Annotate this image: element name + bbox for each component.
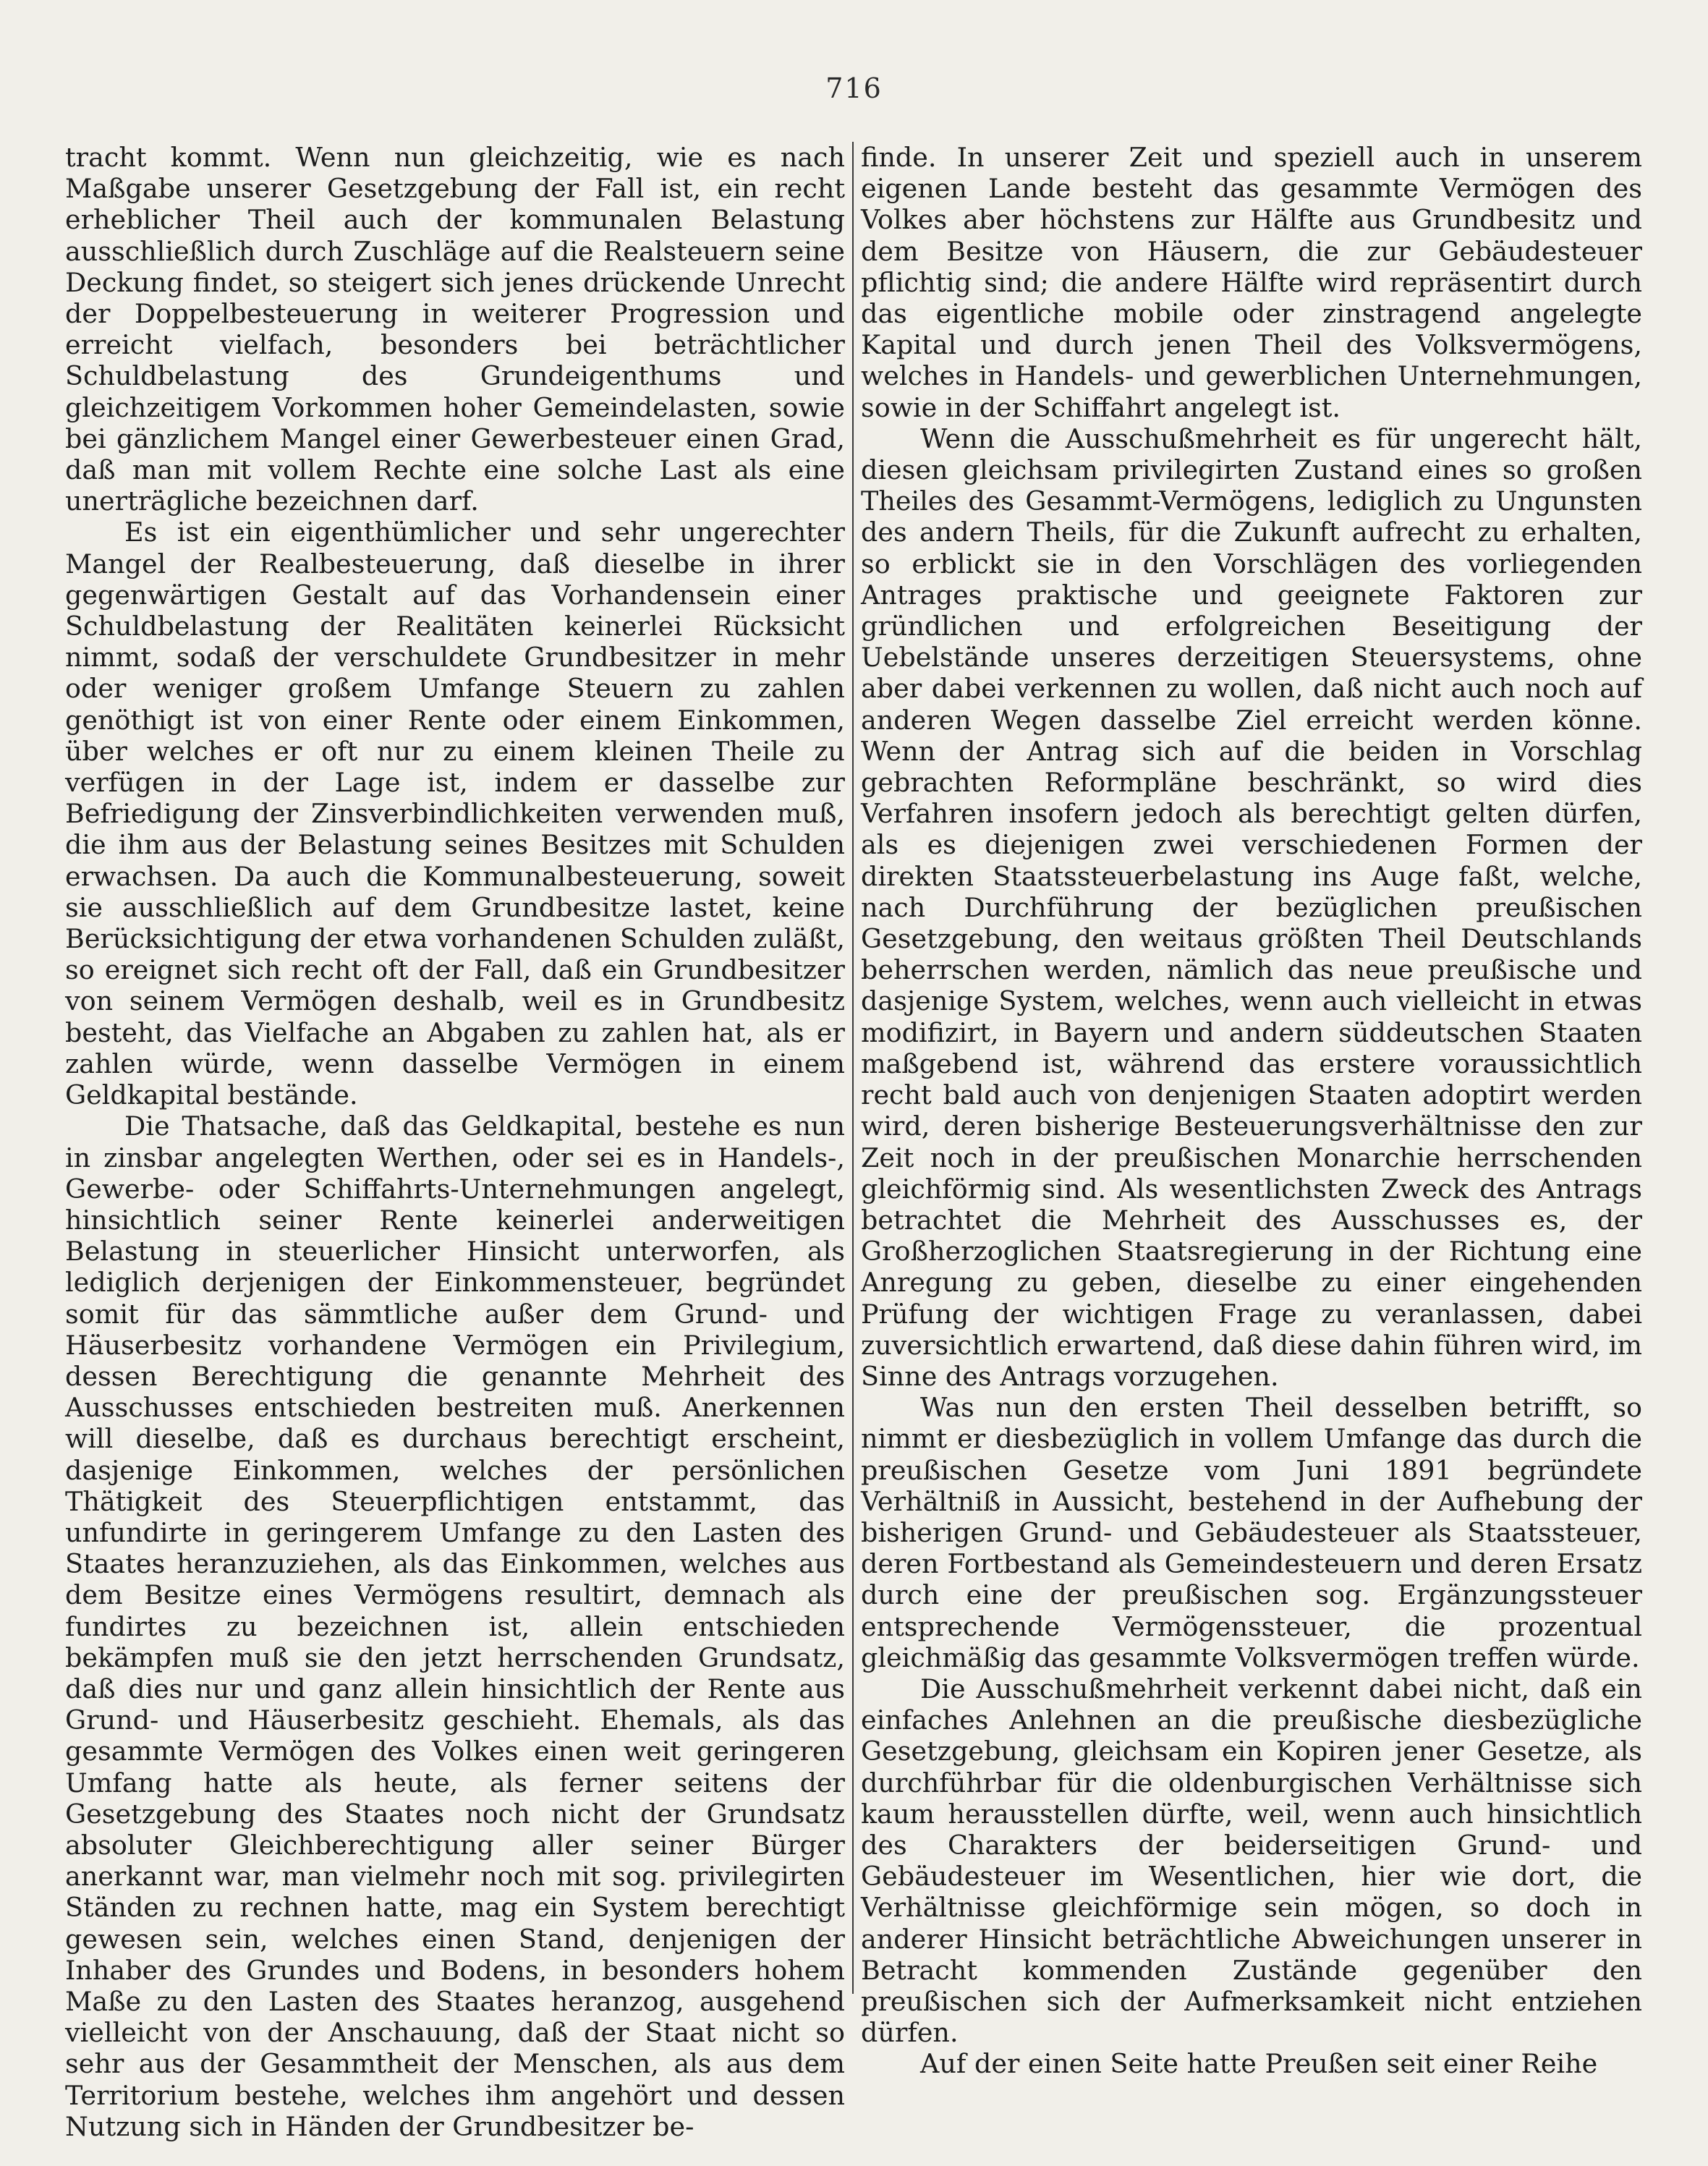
- paragraph: Die Thatsache, daß das Geldkapital, bestehe es nun in zinsbar angelegten Werthen, oder sei es in Handels-, Gewerbe- oder Schiffahrts-Unternehmungen angelegt, hinsichtlich seiner Rente keinerlei anderweitigen Belastung in steuerlicher Hinsicht unterworfen, als lediglich derjenigen der Einkommensteuer, begründet somit für das sämmtliche außer dem Grund- und Häuserbesitz vorhandene Vermögen ein Privilegium, dessen Berechtigung die genannte Mehrheit des Ausschusses entschieden bestreiten muß. Anerkennen will dieselbe, daß es durchaus berechtigt erscheint, dasjenige Einkommen, welches der persönlichen Thätigkeit des Steuerpflichtigen entstammt, das unfundirte in geringerem Umfange zu den Lasten des Staates heranzuziehen, als das Einkommen, welches aus dem Besitze eines Vermögens resultirt, demnach als fundirtes zu bezeichnen ist, allein entschieden bekämpfen muß sie den jetzt herrschenden Grundsatz, daß dies nur und ganz allein hinsichtlich der Rente aus Grund- und Häuserbesitz geschieht. Ehemals, als das gesammte Vermögen des Volkes einen weit geringeren Umfang hatte als heute, als ferner seitens der Gesetzgebung des Staates noch nicht der Grundsatz absoluter Gleichberechtigung aller seiner Bürger anerkannt war, man vielmehr noch mit sog. privilegirten Ständen zu rechnen hatte, mag ein System berechtigt gewesen sein, welches einen Stand, denjenigen der Inhaber des Grundes und Bodens, in besonders hohem Maße zu den Lasten des Staates heranzog, ausgehend vielleicht von der Anschauung, daß der Staat nicht so sehr aus der Gesammtheit der Menschen, als aus dem Territorium bestehe, welches ihm angehört und dessen Nutzung sich in Händen der Grundbesitzer be-: [65, 1110, 845, 2142]
- right-column: [861, 142, 1642, 2110]
- paragraph: Die Ausschußmehrheit verkennt dabei nicht, daß ein einfaches Anlehnen an die preußische diesbezügliche Gesetzgebung, gleichsam ein Kopiren jener Gesetze, als durchführbar für die oldenburgischen Verhältnisse sich kaum herausstellen dürfte, weil, wenn auch hinsichtlich des Charakters der beiderseitigen Grund- und Gebäudesteuer im Wesentlichen, hier wie dort, die Verhältnisse gleichförmige sein mögen, so doch in anderer Hinsicht beträchtliche Abweichungen unserer in Betracht kommenden Zustände gegenüber den preußischen sich der Aufmerksamkeit nicht entziehen dürfen.: [861, 1673, 1642, 2049]
- paragraph: Was nun den ersten Theil desselben betrifft, so nimmt er diesbezüglich in vollem Umfange das durch die preußischen Gesetze vom Juni 1891 begründete Verhältniß in Aussicht, bestehend in der Aufhebung der bisherigen Grund- und Gebäudesteuer als Staatssteuer, deren Fortbestand als Gemeindesteuern und deren Ersatz durch eine der preußischen sog. Ergänzungssteuer entsprechende Vermögenssteuer, die prozentual gleichmäßig das gesammte Volksvermögen treffen würde.: [861, 1392, 1642, 1673]
- page-number: 716: [825, 72, 883, 104]
- paragraph: tracht kommt. Wenn nun gleichzeitig, wie es nach Maßgabe unserer Gesetzgebung der Fall ist, ein recht erheblicher Theil auch der kommunalen Belastung ausschließlich durch Zuschläge auf die Realsteuern seine Deckung findet, so steigert sich jenes drückende Unrecht der Doppelbesteuerung in weiterer Progression und erreicht vielfach, besonders bei beträchtlicher Schuldbelastung des Grundeigenthums und gleichzeitigem Vorkommen hoher Gemeindelasten, sowie bei gänzlichem Mangel einer Gewerbesteuer einen Grad, daß man mit vollem Rechte eine solche Last als eine unerträgliche bezeichnen darf.: [65, 142, 845, 517]
- paragraph: finde. In unserer Zeit und speziell auch in unserem eigenen Lande besteht das gesammte Vermögen des Volkes aber höchstens zur Hälfte aus Grundbesitz und dem Besitze von Häusern, die zur Gebäudesteuer pflichtig sind; die andere Hälfte wird repräsentirt durch das eigentliche mobile oder zinstragend angelegte Kapital und durch jenen Theil des Volksvermögens, welches in Handels- und gewerblichen Unternehmungen, sowie in der Schiffahrt angelegt ist.: [861, 142, 1642, 423]
- paragraph: Es ist ein eigenthümlicher und sehr ungerechter Mangel der Realbesteuerung, daß dieselbe in ihrer gegenwärtigen Gestalt auf das Vorhandensein einer Schuldbelastung der Realitäten keinerlei Rücksicht nimmt, sodaß der verschuldete Grundbesitzer in mehr oder weniger großem Umfange Steuern zu zahlen genöthigt ist von einer Rente oder einem Einkommen, über welches er oft nur zu einem kleinen Theile zu verfügen in der Lage ist, indem er dasselbe zur Befriedigung der Zinsverbindlichkeiten verwenden muß, die ihm aus der Belastung seines Besitzes mit Schulden erwachsen. Da auch die Kommunalbesteuerung, soweit sie ausschließlich auf dem Grundbesitze lastet, keine Berücksichtigung der etwa vorhandenen Schulden zuläßt, so ereignet sich recht oft der Fall, daß ein Grundbesitzer von seinem Vermögen deshalb, weil es in Grundbesitz besteht, das Vielfache an Abgaben zu zahlen hat, als er zahlen würde, wenn dasselbe Vermögen in einem Geldkapital bestände.: [65, 517, 845, 1111]
- left-column: [65, 142, 845, 2142]
- paragraph: Auf der einen Seite hatte Preußen seit einer Reihe: [920, 2048, 1598, 2080]
- column-divider: [852, 142, 854, 1994]
- paragraph: Wenn die Ausschußmehrheit es für ungerecht hält, diesen gleichsam privilegirten Zustand eines so großen Theiles des Gesammt-Vermögens, lediglich zu Ungunsten des andern Theils, für die Zukunft aufrecht zu erhalten, so erblickt sie in den Vorschlägen des vorliegenden Antrages praktische und geeignete Faktoren zur gründlichen und erfolgreichen Beseitigung der Uebelstände unseres derzeitigen Steuersystems, ohne aber dabei verkennen zu wollen, daß nicht auch noch auf anderen Wegen dasselbe Ziel erreicht werden könne. Wenn der Antrag sich auf die beiden in Vorschlag gebrachten Reformpläne beschränkt, so wird dies Verfahren insofern jedoch als berechtigt gelten dürfen, als es diejenigen zwei verschiedenen Formen der direkten Staatssteuerbelastung ins Auge faßt, welche, nach Durchführung der bezüglichen preußischen Gesetzgebung, den weitaus größten Theil Deutschlands beherrschen werden, nämlich das neue preußische und dasjenige System, welches, wenn auch vielleicht in etwas modifizirt, in Bayern und andern süddeutschen Staaten maßgebend ist, während das erstere voraussichtlich recht bald auch von denjenigen Staaten adoptirt werden wird, deren bisherige Besteuerungsverhältnisse den zur Zeit noch in der preußischen Monarchie herrschenden gleichförmig sind. Als wesentlichsten Zweck des Antrags betrachtet die Mehrheit des Ausschusses es, der Großherzoglichen Staatsregierung in der Richtung eine Anregung zu geben, dieselbe zu einer eingehenden Prüfung der wichtigen Frage zu veranlassen, dabei zuversichtlich erwartend, daß diese dahin führen wird, im Sinne des Antrags vorzugehen.: [861, 422, 1642, 1392]
